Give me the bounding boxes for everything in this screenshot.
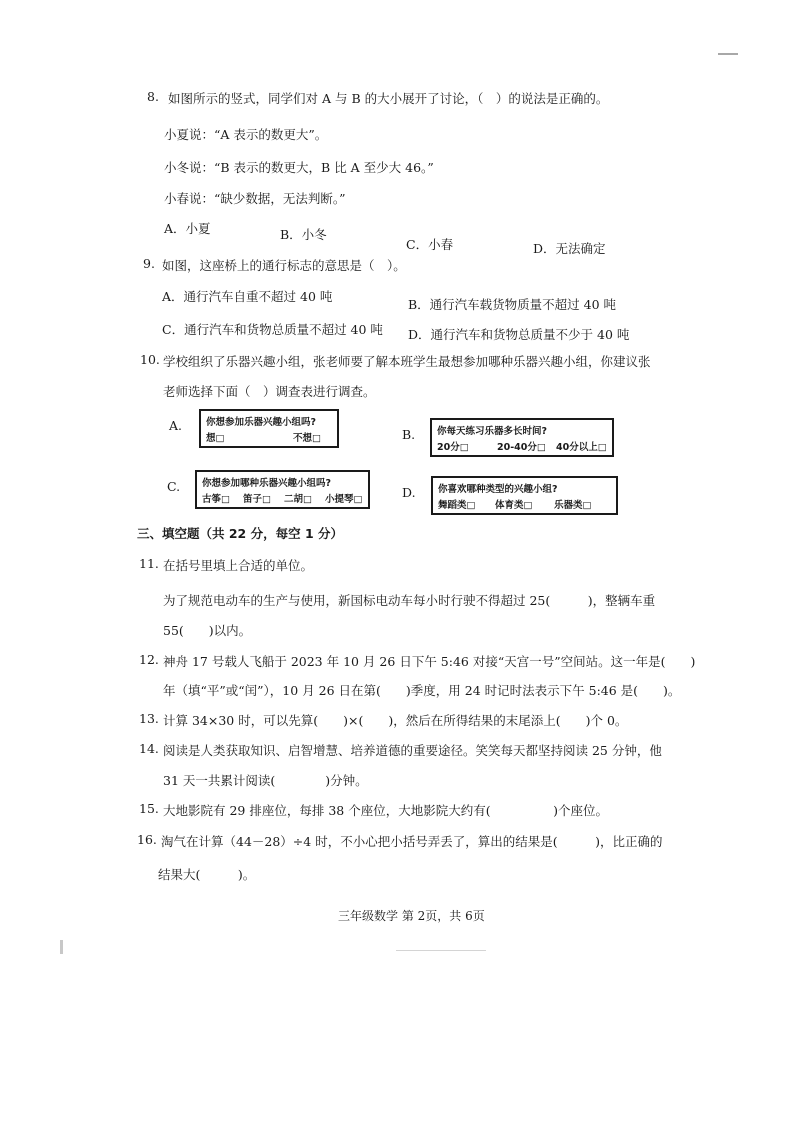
q10-option-b-label[interactable]: B. xyxy=(402,427,416,442)
survey-b-choice-3: 40分以上□ xyxy=(556,442,607,453)
survey-d-choice-1: 舞蹈类□ xyxy=(438,500,476,511)
q14-number: 14. xyxy=(139,741,159,756)
q12-line1: 神舟 17 号载人飞船于 2023 年 10 月 26 日下午 5:46 对接“天宫一号”空间站。这一年是( ) xyxy=(163,654,696,669)
q8-statement-2: 小冬说：“B 表示的数更大，B 比 A 至少大 46。” xyxy=(164,160,434,175)
q16-line2: 结果大( )。 xyxy=(158,867,256,882)
survey-c-question: 你想参加哪种乐器兴趣小组吗? xyxy=(202,478,332,489)
survey-d-choice-3: 乐器类□ xyxy=(554,500,592,511)
q11-line1: 为了规范电动车的生产与使用，新国标电动车每小时行驶不得超过 25( )，整辆车重 xyxy=(163,593,656,608)
survey-c-choice-2: 笛子□ xyxy=(243,494,271,505)
q10-stem-line1: 学校组织了乐器兴趣小组，张老师要了解本班学生最想参加哪种乐器兴趣小组，你建议张 xyxy=(163,354,651,369)
survey-table-a[interactable] xyxy=(199,409,339,448)
survey-c-choice-1: 古筝□ xyxy=(202,494,230,505)
q12-line2: 年（填“平”或“闰”），10 月 26 日在第( )季度，用 24 时记时法表示下午 5:46 是( )。 xyxy=(163,683,681,698)
page-footer: 三年级数学 第 2页，共 6页 xyxy=(338,909,485,923)
q16-line1: 淘气在计算（44－28）÷4 时，不小心把小括号弄丢了，算出的结果是( )，比正确的 xyxy=(161,834,663,849)
q9-option-b[interactable]: B．通行汽车载货物质量不超过 40 吨 xyxy=(408,297,617,312)
q9-stem: 如图，这座桥上的通行标志的意思是（ ）。 xyxy=(162,258,406,273)
q10-stem-line2: 老师选择下面（ ）调查表进行调查。 xyxy=(163,384,376,399)
q13-text: 计算 34×30 时，可以先算( )×( )，然后在所得结果的末尾添上( )个 0。 xyxy=(163,713,628,728)
q14-line1: 阅读是人类获取知识、启智增慧、培养道德的重要途径。笑笑每天都坚持阅读 25 分钟，他 xyxy=(163,743,662,758)
survey-d-question: 你喜欢哪种类型的兴趣小组? xyxy=(438,484,558,495)
q9-option-a[interactable]: A．通行汽车自重不超过 40 吨 xyxy=(162,289,333,304)
q11-line2: 55( )以内。 xyxy=(163,623,252,638)
q14-line2: 31 天一共累计阅读( )分钟。 xyxy=(163,773,368,788)
q8-statement-1: 小夏说：“A 表示的数更大”。 xyxy=(164,127,328,142)
q9-option-d[interactable]: D．通行汽车和货物总质量不少于 40 吨 xyxy=(408,327,630,342)
survey-a-choice-2: 不想□ xyxy=(293,433,321,444)
survey-table-d[interactable] xyxy=(431,476,618,515)
q10-option-c-label[interactable]: C. xyxy=(167,479,181,494)
q9-option-c[interactable]: C．通行汽车和货物总质量不超过 40 吨 xyxy=(162,322,383,337)
q8-option-b[interactable]: B．小冬 xyxy=(280,227,327,242)
q10-number: 10. xyxy=(140,352,160,367)
scan-mark-top-right xyxy=(718,53,738,55)
survey-c-choice-3: 二胡□ xyxy=(284,494,312,505)
scan-mark-bottom xyxy=(396,950,486,951)
survey-a-choice-1: 想□ xyxy=(206,433,225,444)
survey-table-c[interactable] xyxy=(195,470,370,509)
q13-number: 13. xyxy=(139,711,159,726)
scan-mark-left xyxy=(60,940,63,954)
q11-stem: 在括号里填上合适的单位。 xyxy=(163,558,314,573)
survey-b-question: 你每天练习乐器多长时间? xyxy=(437,426,548,437)
q16-number: 16. xyxy=(137,832,157,847)
survey-table-b[interactable] xyxy=(430,418,614,457)
q8-stem: 如图所示的竖式，同学们对 A 与 B 的大小展开了讨论，（ ）的说法是正确的。 xyxy=(168,91,609,106)
survey-b-choice-2: 20-40分□ xyxy=(497,442,546,453)
q9-number: 9. xyxy=(143,256,155,271)
q8-option-a[interactable]: A．小夏 xyxy=(164,221,211,236)
q15-text: 大地影院有 29 排座位，每排 38 个座位，大地影院大约有( )个座位。 xyxy=(163,803,608,818)
q8-statement-3: 小春说：“缺少数据，无法判断。” xyxy=(164,191,346,206)
section-3-title: 三、填空题（共 22 分，每空 1 分） xyxy=(137,526,344,541)
q12-number: 12. xyxy=(139,652,159,667)
q15-number: 15. xyxy=(139,801,159,816)
survey-c-choice-4: 小提琴□ xyxy=(325,494,363,505)
q8-option-d[interactable]: D．无法确定 xyxy=(533,241,606,256)
q10-option-a-label[interactable]: A. xyxy=(169,418,183,433)
q11-number: 11. xyxy=(139,556,159,571)
survey-b-choice-1: 20分□ xyxy=(437,442,469,453)
q8-number: 8. xyxy=(147,89,159,104)
q8-option-c[interactable]: C．小春 xyxy=(406,237,454,252)
survey-d-choice-2: 体育类□ xyxy=(495,500,533,511)
survey-a-question: 你想参加乐器兴趣小组吗? xyxy=(206,417,317,428)
q10-option-d-label[interactable]: D. xyxy=(402,485,416,500)
